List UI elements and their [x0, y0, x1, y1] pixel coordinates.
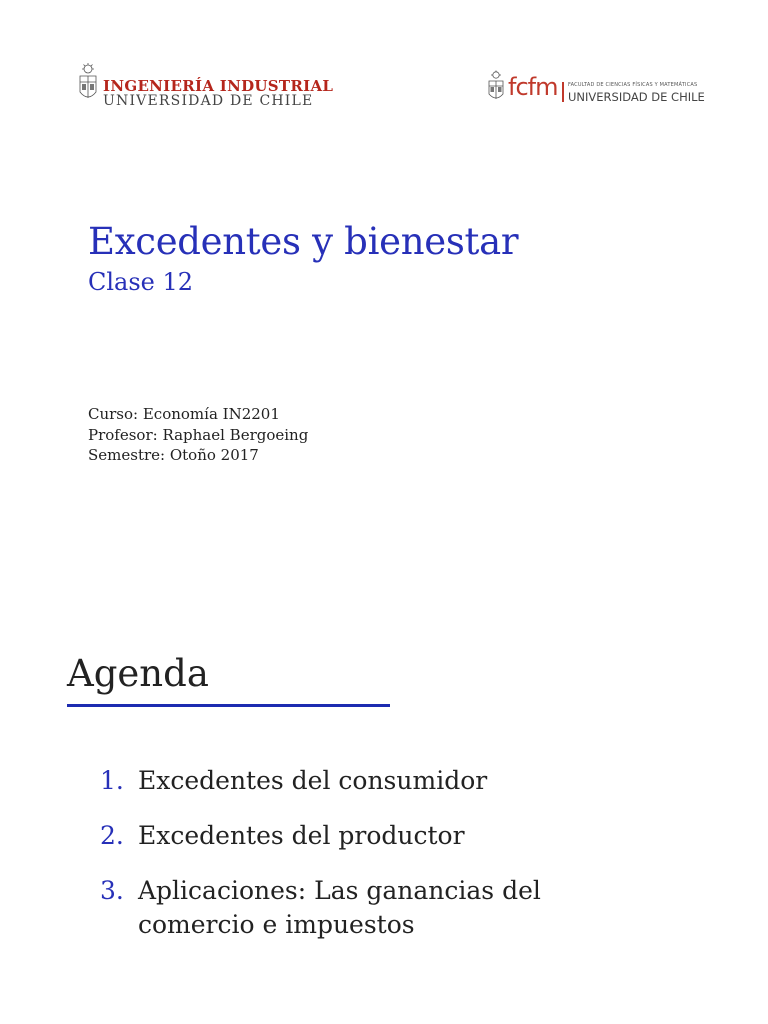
page-subtitle: Clase 12	[88, 268, 194, 296]
agenda-item-number: 2.	[100, 821, 124, 850]
fcfm-acronym: fcfm	[508, 73, 558, 101]
ingenieria-industrial-logo	[77, 62, 334, 110]
fcfm-logo	[486, 70, 705, 110]
agenda-item	[100, 874, 541, 942]
logo-line-universidad: UNIVERSIDAD DE CHILE	[103, 93, 314, 109]
university-crest-icon	[486, 70, 506, 106]
agenda-item-text-line: comercio e impuestos	[138, 910, 415, 939]
agenda-item-number: 1.	[100, 766, 124, 795]
logo-divider	[562, 82, 564, 102]
agenda-item-text-line: Aplicaciones: Las ganancias del	[138, 876, 541, 905]
logo-line-ingenieria: INGENIERÍA INDUSTRIAL	[103, 77, 334, 95]
agenda-item	[100, 764, 487, 798]
university-crest-icon	[77, 62, 99, 108]
agenda-heading: Agenda	[67, 652, 209, 695]
professor-line: Profesor: Raphael Bergoeing	[88, 425, 309, 444]
agenda-item-number: 3.	[100, 876, 124, 905]
faculty-name: FACULTAD DE CIENCIAS FÍSICAS Y MATEMÁTICAS	[568, 82, 698, 88]
agenda-item-text	[138, 874, 541, 942]
page-title: Excedentes y bienestar	[88, 220, 519, 263]
course-info	[88, 404, 308, 466]
semester-line: Semestre: Otoño 2017	[88, 446, 259, 464]
agenda-underline	[67, 704, 390, 707]
course-line: Curso: Economía IN2201	[88, 405, 280, 423]
university-name: UNIVERSIDAD DE CHILE	[568, 90, 705, 104]
agenda-item-text: Excedentes del productor	[138, 821, 465, 850]
agenda-item-text: Excedentes del consumidor	[138, 766, 488, 795]
agenda-item	[100, 819, 465, 853]
